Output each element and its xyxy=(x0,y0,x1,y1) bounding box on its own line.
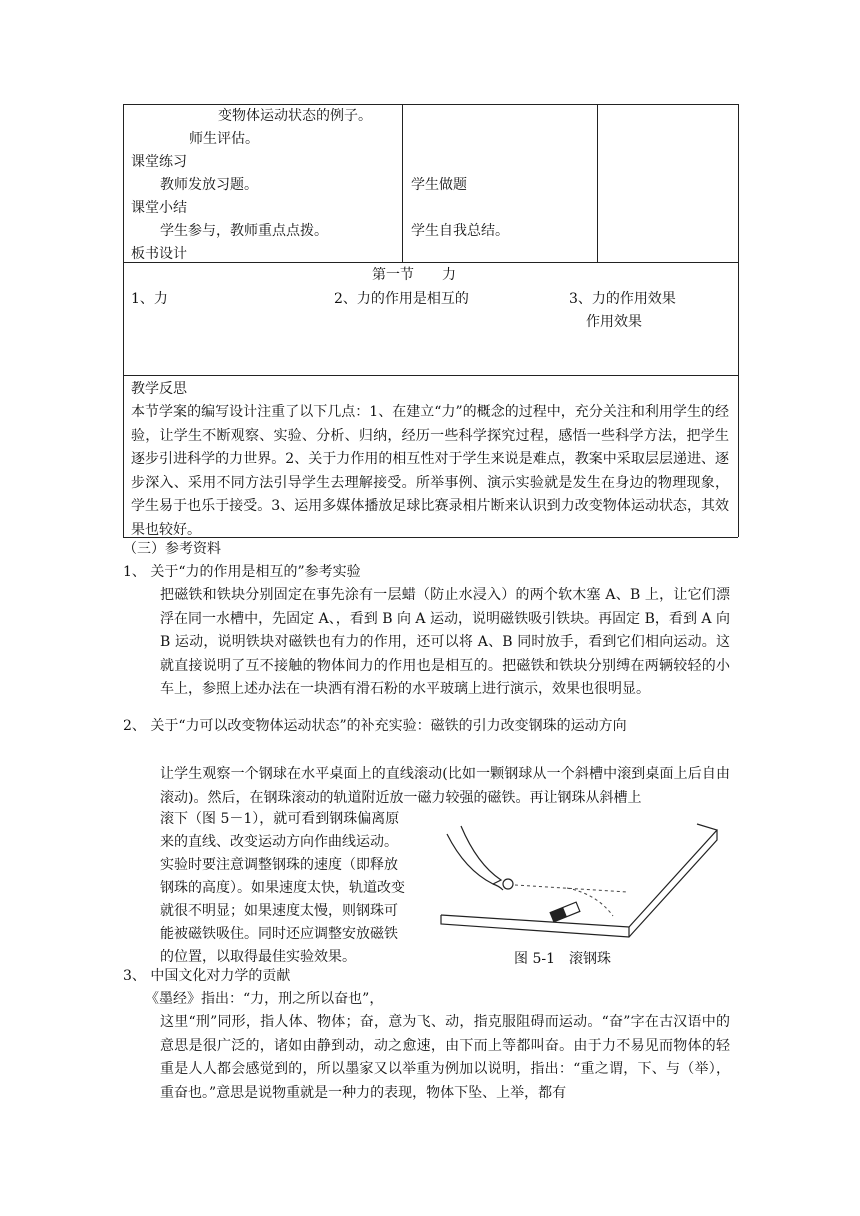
section-label: 板书设计 xyxy=(131,246,187,262)
item-quote: 《墨经》指出：“力，刑之所以奋也”， xyxy=(145,991,384,1007)
item-title: 1、 关于“力的作用是相互的”参考实验 xyxy=(123,564,361,580)
item-body-line: 实验时要注意调整钢珠的速度（即释放 xyxy=(160,857,398,873)
straight-path xyxy=(515,885,627,892)
rolling-steel-ball-figure xyxy=(437,812,727,952)
teacher-activity-line: 变物体运动状态的例子。 xyxy=(218,108,372,124)
item-body: 这里“刑”同形，指人体、物体；奋，意为飞、动，指克服阻碍而运动。“奋”字在古汉语中的意思是很广泛的，诸如由静到动，动之愈速，由下而上等都叫奋。由于力不易见而物体的轻重是人人都会感觉到的，所以墨家又以举重为例加以说明，指出：“重之谓，下、与（举），重奋也。”意思是说物重就是一种力的表现，物体下坠、上举，都有 xyxy=(160,1014,730,1101)
board-title: 第一节 力 xyxy=(372,267,456,283)
board-item-sub: 作用效果 xyxy=(586,314,642,330)
section-heading: （三）参考资料 xyxy=(123,541,221,557)
table-border-top xyxy=(123,104,738,105)
student-activity-line: 学生做题 xyxy=(411,177,467,193)
figure-caption: 图 5-1 滚钢珠 xyxy=(514,951,611,967)
ramp xyxy=(447,826,501,884)
item-title: 3、 中国文化对力学的贡献 xyxy=(123,968,291,984)
item-body: 把磁铁和铁块分别固定在事先涂有一层蜡（防止水浸入）的两个软木塞 A、B 上，让它们漂浮在同一水槽中，先固定 A、，看到 B 向 A 运动，说明磁铁吸引铁块。再固定 B，看到 A 向 B 运动，说明铁块对磁铁也有力的作用，还可以将 A、B 同时放手，看到它们相向运动。这就直接说明了互不接触的物体间力的作用也是相互的。把磁铁和铁块分别缚在两辆较轻的小车上，参照上述办法在一块洒有滑石粉的水平玻璃上进行演示，效果也很明显。 xyxy=(160,587,730,698)
section-label: 课堂小结 xyxy=(131,200,187,216)
reflection-body: 本节学案的编写设计注重了以下几点：1、在建立“力”的概念的过程中，充分关注和利用学生的经验，让学生不断观察、实验、分析、归纳，经历一些科学探究过程，感悟一些科学方法，把学生逐步引进科学的力世界。2、关于力作用的相互性对于学生来说是难点，教案中采取层层递进、逐步深入、采用不同方法引导学生去理解接受。所举事例、演示实验就是发生在身边的物理现象，学生易于也乐于接受。3、运用多媒体播放足球比赛录相片断来认识到力改变物体运动状态，其效果也较好。 xyxy=(131,404,729,538)
table-column-divider xyxy=(597,104,598,262)
item-body-line: 来的直线、改变运动方向作曲线运动。 xyxy=(160,834,398,850)
teacher-activity-line: 师生评估。 xyxy=(189,131,259,147)
item-body-line: 滚下（图 5－1），就可看到钢珠偏离原 xyxy=(160,811,400,827)
item-body-line: 钢珠的高度）。如果速度太快，轨道改变 xyxy=(160,880,405,896)
table-border-right xyxy=(738,104,739,537)
ramp-end xyxy=(493,884,503,890)
board-item: 2、力的作用是相互的 xyxy=(334,291,469,307)
board-item: 3、力的作用效果 xyxy=(569,291,676,307)
table-border-left xyxy=(123,104,124,537)
section-label: 课堂练习 xyxy=(131,154,187,170)
item-body-line: 就很不明显；如果速度太慢，则钢珠可 xyxy=(160,903,398,919)
item-title: 2、 关于“力可以改变物体运动状态”的补充实验：磁铁的引力改变钢珠的运动方向 xyxy=(123,718,627,734)
board-item: 1、力 xyxy=(131,291,168,307)
table-column-divider xyxy=(402,104,403,262)
teacher-activity-line: 教师发放习题。 xyxy=(160,177,258,193)
magnet xyxy=(550,902,580,922)
table-row-divider xyxy=(123,375,738,376)
item-body-line: 能被磁铁吸住。同时还应调整安放磁铁 xyxy=(160,926,398,942)
student-activity-line: 学生自我总结。 xyxy=(411,223,509,239)
item-body: 让学生观察一个钢球在水平桌面上的直线滚动(比如一颗钢球从一个斜槽中滚到桌面上后自由滚动)。然后，在钢珠滚动的轨道附近放一磁力较强的磁铁。再让钢珠从斜槽上 xyxy=(160,766,730,806)
reflection-heading: 教学反思 xyxy=(131,381,187,397)
teacher-activity-line: 学生参与，教师重点点拨。 xyxy=(160,223,328,239)
item-body-line: 的位置，以取得最佳实验效果。 xyxy=(160,949,356,965)
table-side xyxy=(441,830,717,937)
steel-ball xyxy=(503,879,513,889)
table-row-divider xyxy=(123,262,738,263)
